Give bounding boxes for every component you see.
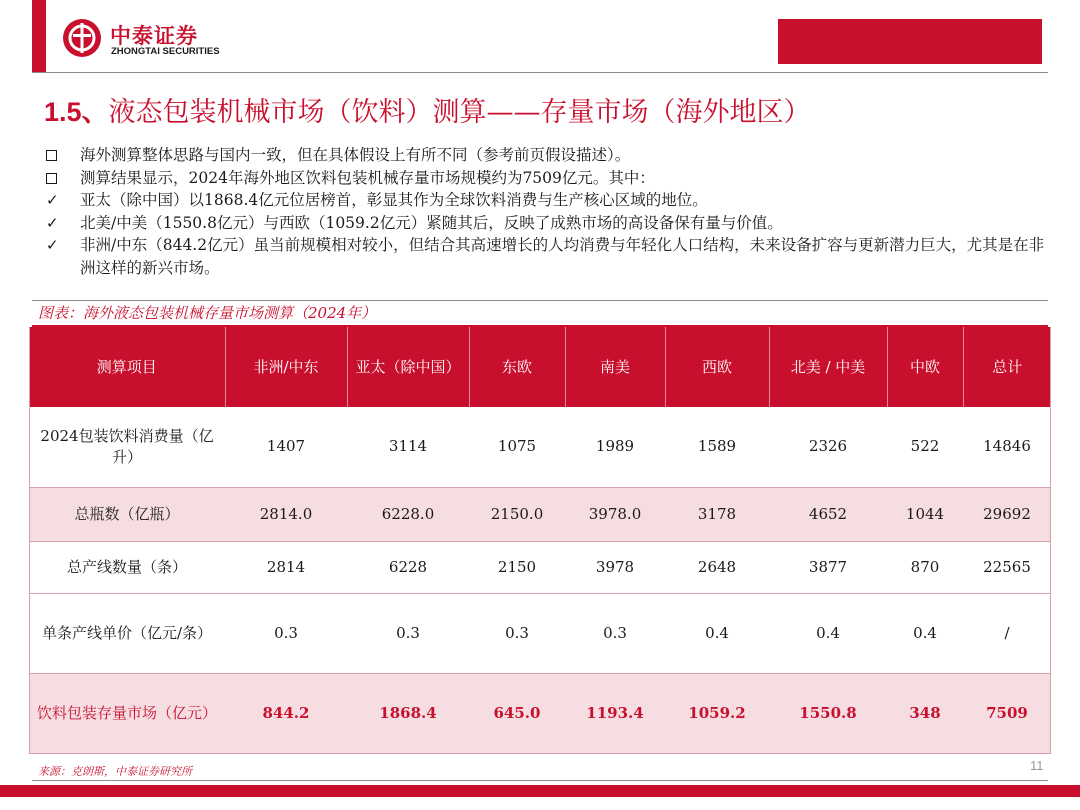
table-cell: 1075 <box>469 407 565 487</box>
square-bullet-icon <box>46 144 66 168</box>
table-cell: 1407 <box>225 407 347 487</box>
table-cell: 2814.0 <box>225 487 347 541</box>
table-cell: 1868.4 <box>347 673 469 753</box>
table-cell: 1059.2 <box>665 673 769 753</box>
table-cell: 0.3 <box>225 593 347 673</box>
square-bullet-icon <box>46 167 66 191</box>
table-row <box>29 541 1051 593</box>
table-cell: 0.4 <box>665 593 769 673</box>
table-cell: 1193.4 <box>565 673 665 753</box>
bullet-item <box>46 212 1046 235</box>
table-cell: 870 <box>887 541 963 593</box>
caption-top-line <box>32 300 1048 301</box>
row-label: 总瓶数（亿瓶） <box>29 487 225 541</box>
column-header: 总计 <box>963 327 1051 407</box>
header-divider <box>32 72 1048 73</box>
table-cell: 1044 <box>887 487 963 541</box>
row-label: 总产线数量（条） <box>29 541 225 593</box>
column-header: 东欧 <box>469 327 565 407</box>
bullet-item <box>46 234 1046 279</box>
table-cell: 0.4 <box>887 593 963 673</box>
bullet-text: 亚太（除中国）以1868.4亿元位居榜首，彰显其作为全球饮料消费与生产核心区域的地位。 <box>80 191 708 209</box>
bullet-list <box>46 144 1046 279</box>
bullet-text: 非洲/中东（844.2亿元）虽当前规模相对较小，但结合其高速增长的人均消费与年轻化人口结构，未来设备扩容与更新潜力巨大，尤其是在非洲这样的新兴市场。 <box>80 236 1045 277</box>
check-icon: ✓ <box>46 236 59 254</box>
table-cell: 0.3 <box>347 593 469 673</box>
bullet-text: 北美/中美（1550.8亿元）与西欧（1059.2亿元）紧随其后，反映了成熟市场的高设备保有量与价值。 <box>80 213 783 232</box>
company-logo <box>62 18 222 62</box>
table-cell: 2150 <box>469 541 565 593</box>
row-label: 单条产线单价（亿元/条） <box>29 593 225 673</box>
row-label: 2024包装饮料消费量（亿升） <box>29 407 225 487</box>
table-cell: 2648 <box>665 541 769 593</box>
table-row <box>29 487 1051 541</box>
section-number: 1.5、 <box>44 97 109 127</box>
row-label: 饮料包装存量市场（亿元） <box>29 673 225 753</box>
table-cell: 645.0 <box>469 673 565 753</box>
column-header: 亚太（除中国） <box>347 327 469 407</box>
table-cell: 4652 <box>769 487 887 541</box>
title-text: 液态包装机械市场（饮料）测算——存量市场（海外地区） <box>108 97 811 128</box>
table-cell: 1550.8 <box>769 673 887 753</box>
table-cell: 22565 <box>963 541 1051 593</box>
footer-red-bar <box>0 785 1080 797</box>
column-header: 西欧 <box>665 327 769 407</box>
table-cell: 1989 <box>565 407 665 487</box>
bullet-item <box>46 167 1046 190</box>
table-cell: 522 <box>887 407 963 487</box>
table-cell: 2814 <box>225 541 347 593</box>
table-cell: 0.3 <box>565 593 665 673</box>
column-header: 非洲/中东 <box>225 327 347 407</box>
brand-name-en: ZHONGTAI SECURITIES <box>111 46 220 57</box>
table-cell: 348 <box>887 673 963 753</box>
table-row <box>29 407 1051 487</box>
market-table <box>29 327 1051 754</box>
brand-name-cn: 中泰证券 <box>110 24 198 48</box>
table-cell: 844.2 <box>225 673 347 753</box>
column-header: 北美 / 中美 <box>769 327 887 407</box>
page-number: 11 <box>1030 758 1044 773</box>
table-header-row <box>29 327 1051 407</box>
table-cell: 6228.0 <box>347 487 469 541</box>
table-cell: 6228 <box>347 541 469 593</box>
table-cell: 3877 <box>769 541 887 593</box>
bullet-text: 海外测算整体思路与国内一致，但在具体假设上有所不同（参考前页假设描述）。 <box>80 146 631 164</box>
footer-divider <box>32 780 1048 781</box>
table-cell: 3114 <box>347 407 469 487</box>
table-cell: 2326 <box>769 407 887 487</box>
column-header: 测算项目 <box>29 327 225 407</box>
table-cell: 3178 <box>665 487 769 541</box>
check-icon: ✓ <box>46 191 59 209</box>
left-accent-bar <box>32 0 46 72</box>
table-cell: 3978 <box>565 541 665 593</box>
table-cell: 7509 <box>963 673 1051 753</box>
bullet-text: 测算结果显示，2024年海外地区饮料包装机械存量市场规模约为7509亿元。其中： <box>80 168 655 187</box>
check-icon: ✓ <box>46 213 59 232</box>
table-cell: / <box>963 593 1051 673</box>
zhongtai-logo-icon <box>62 18 102 58</box>
bullet-item <box>46 144 1046 167</box>
table-cell: 1589 <box>665 407 769 487</box>
table-cell: 3978.0 <box>565 487 665 541</box>
source-note: 来源：克朗斯，中泰证券研究所 <box>38 765 192 778</box>
page-title <box>44 90 811 129</box>
table-caption: 图表：海外液态包装机械存量市场测算（2024年） <box>38 304 377 322</box>
table-total-row <box>29 673 1051 753</box>
table-cell: 2150.0 <box>469 487 565 541</box>
table-cell: 29692 <box>963 487 1051 541</box>
bullet-item <box>46 189 1046 212</box>
table-cell: 0.3 <box>469 593 565 673</box>
table-cell: 0.4 <box>769 593 887 673</box>
table-row <box>29 593 1051 673</box>
header-red-block <box>778 19 1042 64</box>
column-header: 南美 <box>565 327 665 407</box>
table-cell: 14846 <box>963 407 1051 487</box>
column-header: 中欧 <box>887 327 963 407</box>
